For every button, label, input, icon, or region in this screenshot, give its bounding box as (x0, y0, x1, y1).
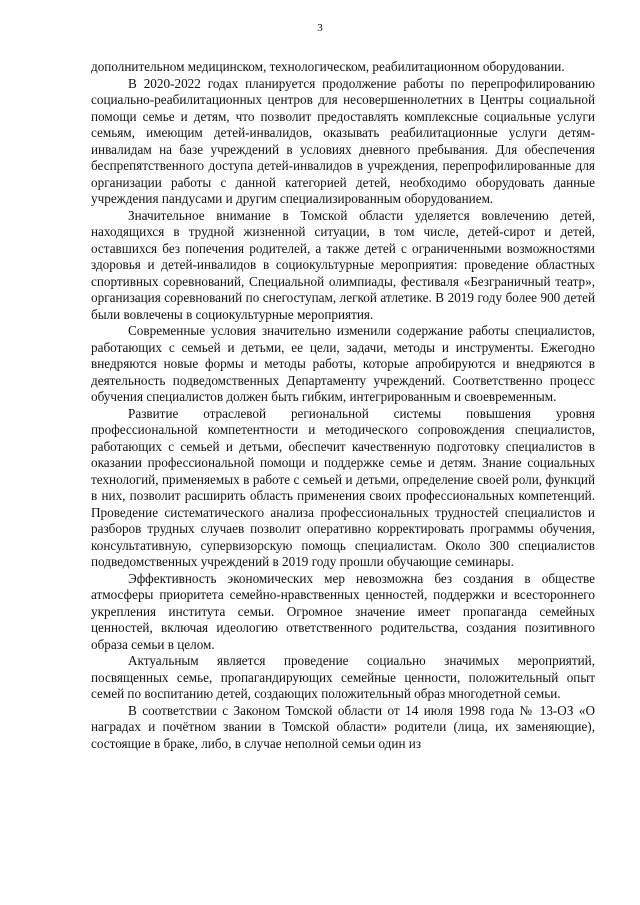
body-text (91, 59, 595, 752)
paragraph-equipment-continuation: дополнительном медицинском, технологическом, реабилитационном оборудовании. (91, 59, 565, 74)
paragraph-family-events: Актуальным является проведение социально значимых мероприятий, посвященных семье, пропагандирующих семейные ценности, положительный опыт семей по воспитанию детей, создающих положительный образ многодетной семьи. (91, 653, 595, 701)
paragraph-family-values: Эффективность экономических мер невозможна без создания в обществе атмосферы приоритета семейно-нравственных ценностей, поддержки и всестороннего укрепления института семьи. Огромное значение имеет пропаганда семейных ценностей, включая идеологию ответственного родительства, создания позитивного образа семьи в целом. (91, 570, 595, 652)
paragraph-awards-law: В соответствии с Законом Томской области от 14 июля 1998 года № 13-ОЗ «О наградах и почётном звании в Томской области» родители (лица, их заменяющие), состоящие в браке, либо, в случае неполной семьи один из (91, 702, 595, 751)
page-number: 3 (317, 22, 323, 34)
paragraph-sociocultural-events: Значительное внимание в Томской области уделяется вовлечению детей, находящихся в трудной жизненной ситуации, в том числе, детей-сирот и детей, оставшихся без попечения родителей, а также детей с ограниченными возможностями здоровья и детей-инвалидов в социокультурные мероприятия: проведение областных спортивных соревнований, Специальной олимпиады, фестиваля «Безграничный театр», организация соревнований по снегоступам, легкой атлетике. В 2019 году более 900 детей были вовлечены в социокультурные мероприятия. (91, 207, 595, 322)
paragraph-center-reprofiling: В 2020-2022 годах планируется продолжение работы по перепрофилированию социально-реабилитационных центров для несовершеннолетних в Центры социальной помощи семье и детям, что позволит предоставлять комплексные социальные услуги семьям, имеющим детей-инвалидов, оказывать реабилитационные услуги детям-инвалидам на базе учреждений в условиях дневного пребывания. Для обеспечения беспрепятственного доступа детей-инвалидов в учреждения, перепрофилированные для организации работы с данной категорией детей, необходимо оборудовать данные учреждения пандусами и другим специализированным оборудованием. (91, 75, 595, 206)
paragraph-specialist-training: Современные условия значительно изменили содержание работы специалистов, работающих с семьей и детьми, ее цели, задачи, методы и инструменты. Ежегодно внедряются новые формы и методы работы, которые апробируются и внедряются в деятельность подведомственных Департаменту учреждений. Соответственно процесс обучения специалистов должен быть гибким, интегрированным и своевременным. (91, 323, 595, 404)
paragraph-competence-system: Развитие отраслевой региональной системы повышения уровня профессиональной компетентности и методического сопровождения специалистов, работающих с семьей и детьми, обеспечит качественную подготовку специалистов в оказании профессиональной помощи и поддержке семье и детям. Знание социальных технологий, применяемых в работе с семьей и детьми, определение своей роли, функций в них, позволит расширить область применения своих профессиональных компетенций. Проведение систематического анализа профессиональных трудностей специалистов и разборов трудных случаев позволит оперативно корректировать программы обучения, консультативную, супервизорскую помощь специалистам. Около 300 специалистов подведомственных учреждений в 2019 году прошли обучающие семинары. (91, 405, 595, 569)
